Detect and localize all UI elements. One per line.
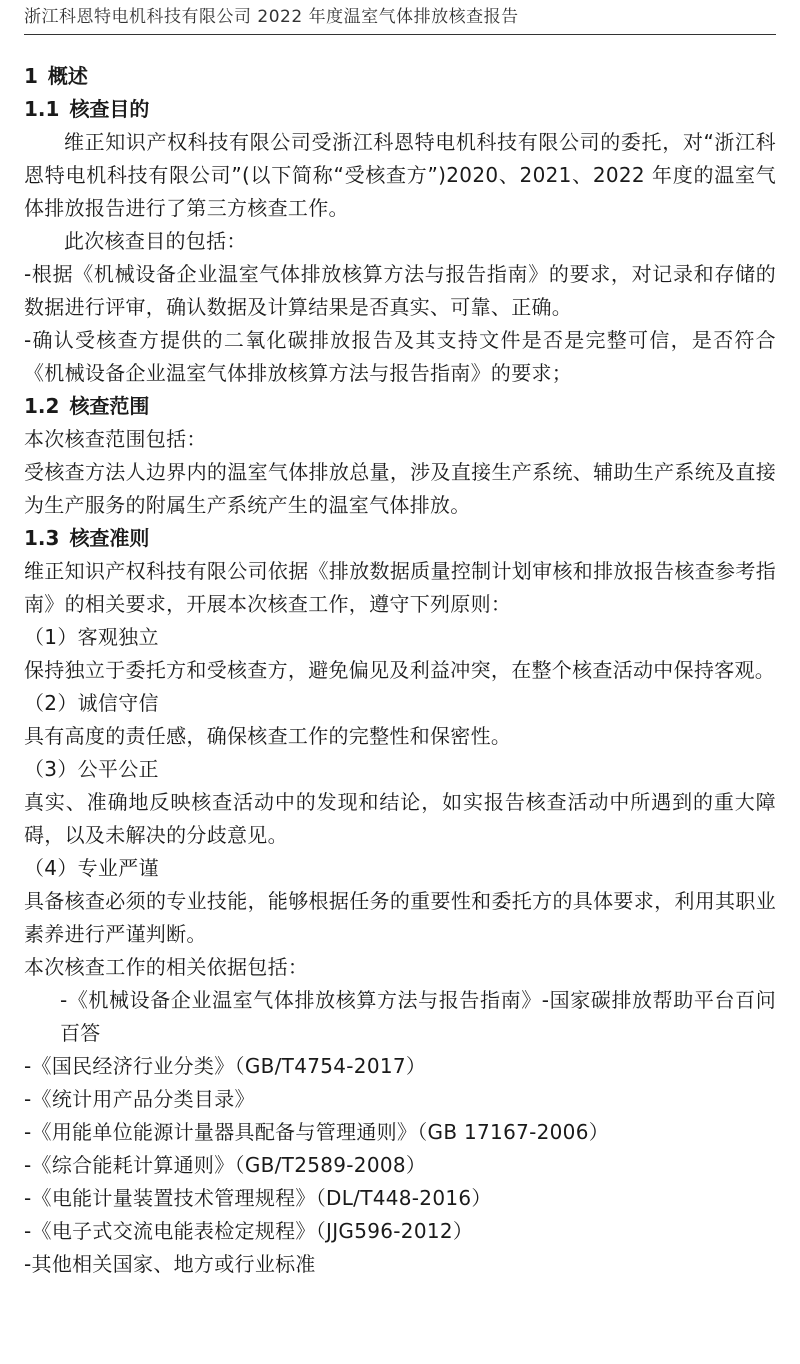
principle-heading: （1）客观独立 (24, 625, 159, 649)
section-heading-1-1 (24, 93, 776, 126)
principle-heading: （4）专业严谨 (24, 856, 159, 880)
basis-item: -其他相关国家、地方或行业标准 (24, 1252, 316, 1276)
principle-body: 具备核查必须的专业技能，能够根据任务的重要性和委托方的具体要求，利用其职业素养进行严谨判断。 (24, 889, 776, 946)
section-title: 核查范围 (69, 394, 150, 418)
section-number: 1 (24, 64, 38, 88)
principle-body: 具有高度的责任感，确保核查工作的完整性和保密性。 (24, 724, 512, 748)
principle-heading: （3）公平公正 (24, 757, 159, 781)
header-title: 浙江科恩特电机科技有限公司 2022 年度温室气体排放核查报告 (24, 7, 519, 27)
basis-item: -《电子式交流电能表检定规程》（JJG596-2012） (24, 1219, 474, 1243)
section-heading-1-3 (24, 522, 776, 555)
basis-item: -《机械设备企业温室气体排放核算方法与报告指南》-国家碳排放帮助平台百问百答 (60, 988, 776, 1045)
basis-item: -《统计用产品分类目录》 (24, 1087, 255, 1111)
principle-body: 保持独立于委托方和受核查方，避免偏见及利益冲突，在整个核查活动中保持客观。 (24, 658, 776, 682)
paragraph: 受核查方法人边界内的温室气体排放总量，涉及直接生产系统、辅助生产系统及直接为生产服务的附属生产系统产生的温室气体排放。 (24, 460, 776, 517)
section-title: 概述 (47, 64, 88, 88)
section-title: 核查准则 (69, 526, 150, 550)
section-heading-1 (24, 60, 776, 93)
section-number: 1.3 (24, 526, 60, 550)
principle-body: 真实、准确地反映核查活动中的发现和结论，如实报告核查活动中所遇到的重大障碍，以及未解决的分歧意见。 (24, 790, 776, 847)
section-number: 1.1 (24, 97, 60, 121)
section-heading-1-2 (24, 390, 776, 423)
paragraph: 本次核查范围包括： (24, 427, 207, 451)
paragraph: -根据《机械设备企业温室气体排放核算方法与报告指南》的要求，对记录和存储的数据进行评审，确认数据及计算结果是否真实、可靠、正确。 (24, 262, 776, 319)
paragraph: 维正知识产权科技有限公司依据《排放数据质量控制计划审核和排放报告核查参考指南》的相关要求，开展本次核查工作，遵守下列原则： (24, 559, 776, 616)
basis-item: -《电能计量装置技术管理规程》（DL/T448-2016） (24, 1186, 492, 1210)
page-header (24, 4, 776, 35)
basis-item: -《综合能耗计算通则》（GB/T2589-2008） (24, 1153, 427, 1177)
document-body (24, 60, 776, 1281)
basis-item: -《用能单位能源计量器具配备与管理通则》（GB 17167-2006） (24, 1120, 610, 1144)
section-title: 核查目的 (69, 97, 150, 121)
basis-item: -《国民经济行业分类》（GB/T4754-2017） (24, 1054, 427, 1078)
section-number: 1.2 (24, 394, 60, 418)
basis-intro: 本次核查工作的相关依据包括： (24, 955, 309, 979)
paragraph: 此次核查目的包括： (64, 229, 247, 253)
principle-heading: （2）诚信守信 (24, 691, 159, 715)
paragraph: -确认受核查方提供的二氧化碳排放报告及其支持文件是否是完整可信，是否符合《机械设备企业温室气体排放核算方法与报告指南》的要求； (24, 328, 776, 385)
paragraph: 维正知识产权科技有限公司受浙江科恩特电机科技有限公司的委托，对“浙江科恩特电机科技有限公司”(以下简称“受核查方”)2020、2021、2022 年度的温室气体排放报告进行了第三方核查工作。 (24, 130, 776, 220)
